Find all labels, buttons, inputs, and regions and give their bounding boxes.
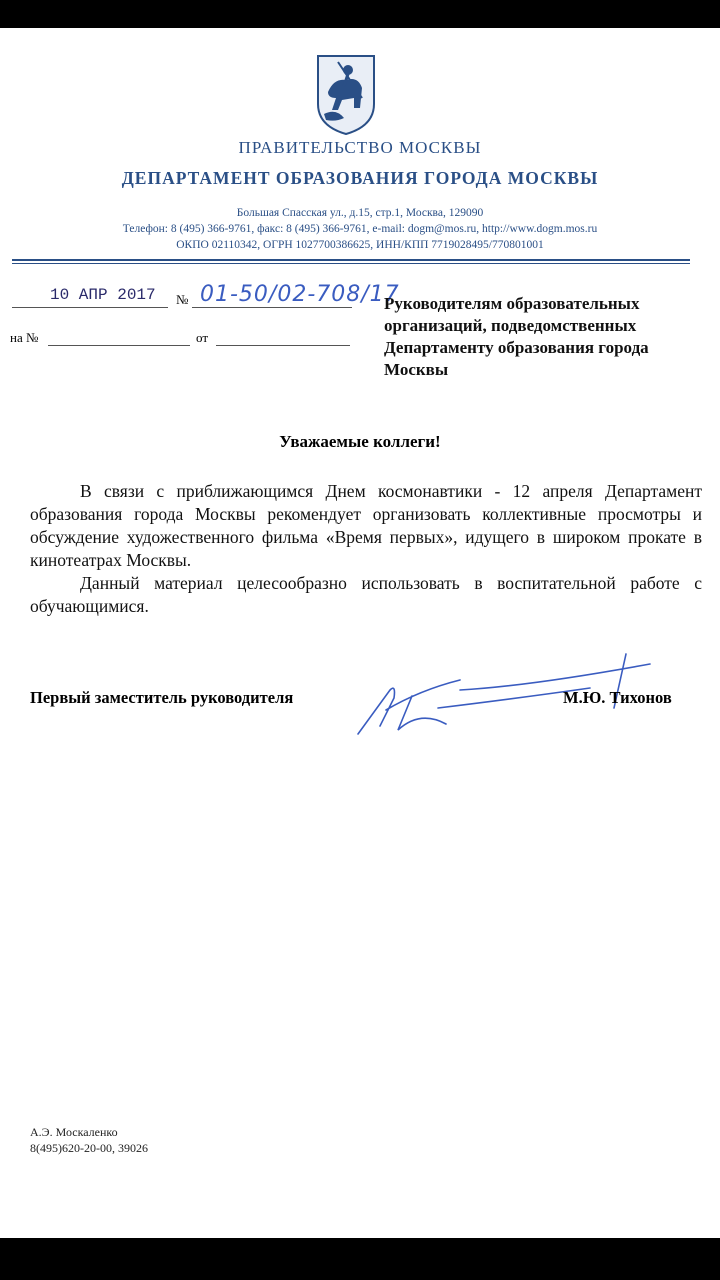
department-codes: ОКПО 02110342, ОГРН 1027700386625, ИНН/КПП 7719028495/770801001 [176,239,544,251]
department-address: Большая Спасская ул., д.15, стр.1, Москва, 129090 [236,207,484,219]
reference-date-underline [216,345,350,346]
signatory-title: Первый заместитель руководителя [30,688,294,707]
signatory-name: М.Ю. Тихонов [563,688,672,707]
greeting: Уважаемые коллеги! [279,432,441,451]
registration-number: 01-50/02-708/17 [200,282,400,307]
header-divider [12,259,690,261]
reference-number-underline [48,345,190,346]
moscow-coat-of-arms-icon [314,52,378,136]
letter-page [0,28,720,1238]
header-divider-thin [12,263,690,264]
date-underline [12,307,168,308]
body-paragraph-1: В связи с приближающимся Днем космонавтики - 12 апреля Департамент образования города Москвы рекомендует организовать коллективные просмотры и обсуждение художественного фильма «Время первых», идущего в широком прокате в кинотеатрах Москвы. [30,481,702,570]
department-name: ДЕПАРТАМЕНТ ОБРАЗОВАНИЯ ГОРОДА МОСКВЫ [121,168,599,188]
body-paragraph-2: Данный материал целесообразно использовать в воспитательной работе с обучающимися. [30,573,702,616]
registration-number-label: № [176,292,189,307]
executor-name: А.Э. Москаленко [30,1125,118,1139]
department-contacts: Телефон: 8 (495) 366-9761, факс: 8 (495) 366-9761, e-mail: dogm@mos.ru, http://www.dogm.mos.ru [122,223,598,235]
reference-date-label: от [196,330,209,345]
registration-date-stamp: 10 АПР 2017 [50,286,156,304]
number-underline [192,307,352,308]
government-name: ПРАВИТЕЛЬСТВО МОСКВЫ [238,138,482,157]
addressee-block: Руководителям образовательных организаций, подведомственных Департаменту образования города Москвы [384,294,649,379]
executor-phone: 8(495)620-20-00, 39026 [30,1141,148,1155]
reference-number-label: на № [10,330,39,345]
letter-body [30,480,702,618]
